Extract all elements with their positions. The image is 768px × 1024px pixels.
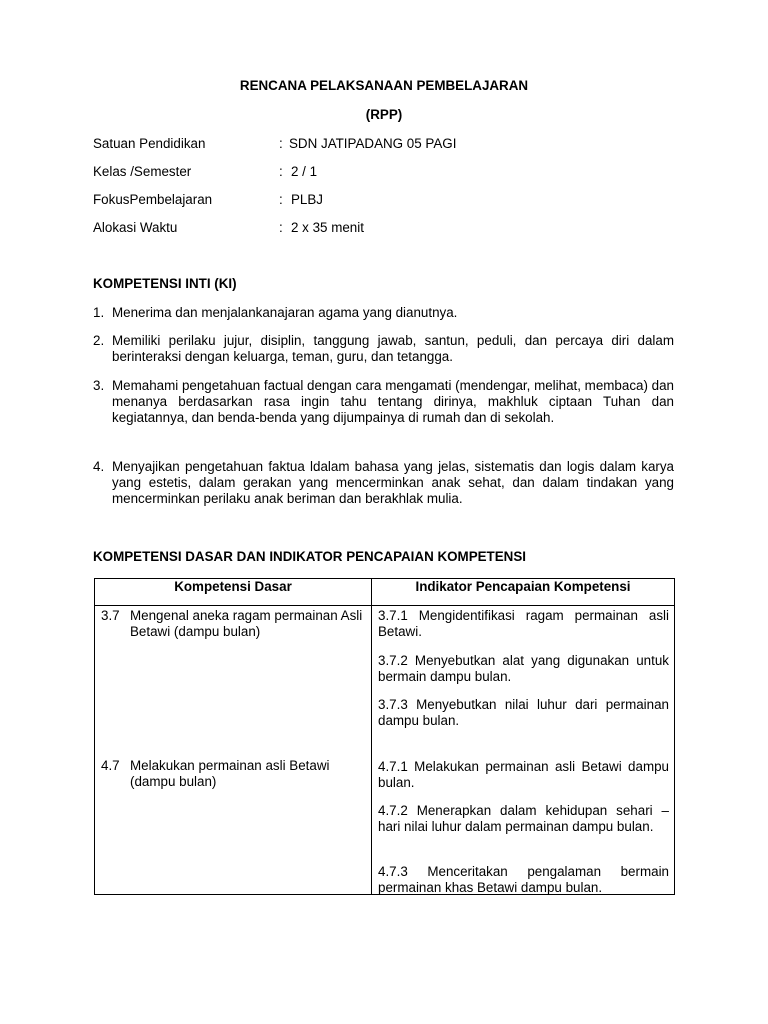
meta-separator: : xyxy=(279,164,283,179)
indicator-item: 3.7.2 Menyebutkan alat yang digunakan untuk bermain dampu bulan. xyxy=(378,653,669,685)
kd-table-header-row xyxy=(95,579,675,606)
ki-item-text: Menyajikan pengetahuan faktua ldalam bahasa yang jelas, sistematis dan logis dalam karya yang estetis, dalam gerakan yang mencerminkan anak sehat, dan dalam tindakan yang mencerminkan perilaku anak beriman dan berakhlak mulia. xyxy=(112,459,674,507)
kd-item-text: Mengenal aneka ragam permainan Asli Betawi (dampu bulan) xyxy=(130,608,363,640)
ki-item-text: Menerima dan menjalankanajaran agama yang dianutnya. xyxy=(112,305,458,320)
indicator-item: 4.7.2 Menerapkan dalam kehidupan sehari – hari nilai luhur dalam permainan dampu bulan. xyxy=(378,803,669,835)
meta-separator: : xyxy=(279,192,283,207)
ki-item xyxy=(93,378,674,427)
ki-item xyxy=(93,305,674,321)
document-subtitle: (RPP) xyxy=(365,107,403,122)
meta-label: FokusPembelajaran xyxy=(93,192,213,207)
kd-item-text: Melakukan permainan asli Betawi (dampu bulan) xyxy=(130,758,330,790)
indicator-item: 4.7.1 Melakukan permainan asli Betawi dampu bulan. xyxy=(378,759,669,791)
kd-table xyxy=(94,578,675,895)
meta-value: PLBJ xyxy=(291,192,324,207)
kd-item xyxy=(101,758,363,790)
document-title: RENCANA PELAKSANAAN PEMBELAJARAN xyxy=(239,78,529,93)
kd-item xyxy=(101,608,363,640)
kd-column-header: Kompetensi Dasar xyxy=(95,579,372,606)
kd-cell xyxy=(95,606,372,895)
meta-separator: : xyxy=(279,220,283,235)
ki-item xyxy=(93,459,674,508)
ki-item-number: 3. xyxy=(93,378,105,393)
kd-item-number: 3.7 xyxy=(101,608,120,623)
ki-item xyxy=(93,333,674,365)
kd-table-body-row xyxy=(95,606,675,895)
kd-item-number: 4.7 xyxy=(101,758,120,773)
indicator-item: 4.7.3 Menceritakan pengalaman bermain permainan khas Betawi dampu bulan. xyxy=(378,864,669,896)
indicator-item: 3.7.3 Menyebutkan nilai luhur dari permainan dampu bulan. xyxy=(378,697,669,729)
indicator-item: 3.7.1 Mengidentifikasi ragam permainan asli Betawi. xyxy=(378,608,669,640)
ki-item-text: Memiliki perilaku jujur, disiplin, tanggung jawab, santun, peduli, dan percaya diri dalam berinteraksi dengan keluarga, teman, guru, dan tetangga. xyxy=(112,333,674,365)
meta-label: Kelas /Semester xyxy=(93,164,192,179)
indicator-column-header: Indikator Pencapaian Kompetensi xyxy=(372,579,675,606)
ki-item-text: Memahami pengetahuan factual dengan cara mengamati (mendengar, melihat, membaca) dan menanya berdasarkan rasa ingin tahu tentang dirinya, makhluk ciptaan Tuhan dan kegiatannya, dan benda-benda yang dijumpainya di rumah dan di sekolah. xyxy=(112,378,674,426)
meta-value: SDN JATIPADANG 05 PAGI xyxy=(289,136,457,151)
kd-heading: KOMPETENSI DASAR DAN INDIKATOR PENCAPAIAN KOMPETENSI xyxy=(93,549,526,564)
meta-label: Alokasi Waktu xyxy=(93,220,178,235)
ki-item-number: 2. xyxy=(93,333,105,348)
meta-separator: : xyxy=(279,136,283,151)
meta-value: 2 / 1 xyxy=(291,164,318,179)
meta-value: 2 x 35 menit xyxy=(291,220,364,235)
meta-label: Satuan Pendidikan xyxy=(93,136,206,151)
ki-item-number: 1. xyxy=(93,305,105,320)
ki-item-number: 4. xyxy=(93,459,105,474)
ki-heading: KOMPETENSI INTI (KI) xyxy=(93,276,237,291)
indicator-cell xyxy=(372,606,675,895)
